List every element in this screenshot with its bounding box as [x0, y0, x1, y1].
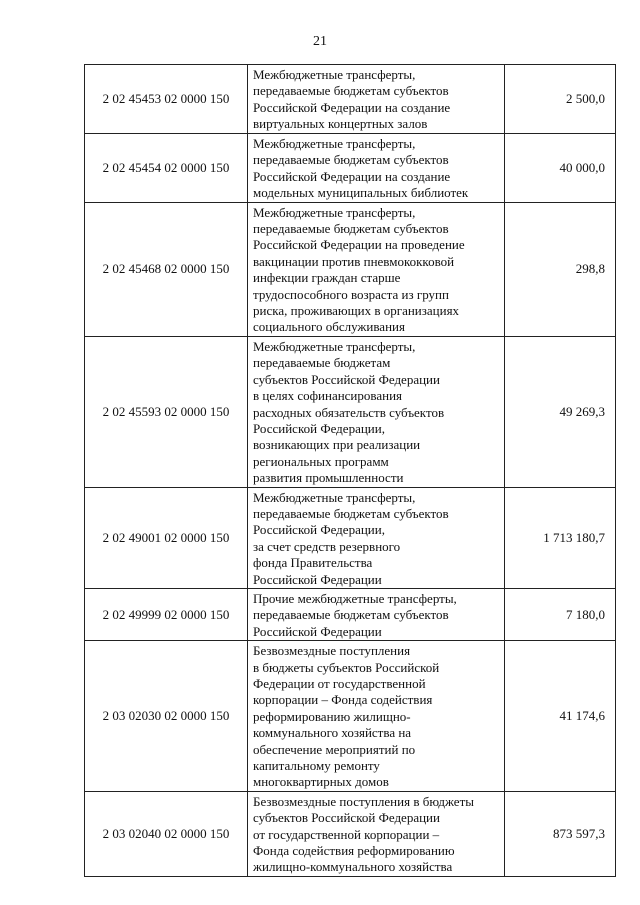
table-row [85, 791, 616, 876]
table-row [85, 336, 616, 487]
amount-cell: 40 000,0 [505, 134, 616, 203]
description-line: за счет средств резервного [253, 538, 401, 554]
budget-code-cell: 2 02 45593 02 0000 150 [85, 336, 248, 487]
description-line: инфекции граждан старше [253, 270, 401, 286]
description-line: многоквартирных домов [253, 774, 389, 790]
description-cell [248, 791, 505, 876]
description-line: корпорации – Фонда содействия [253, 692, 433, 708]
description-line: обеспечение мероприятий по [253, 741, 416, 757]
description-line: Российской Федерации на проведение [253, 237, 465, 253]
description-cell [248, 202, 505, 336]
description-cell [248, 487, 505, 588]
description-line: Межбюджетные трансферты, [253, 489, 416, 505]
description-line: Межбюджетные трансферты, [253, 67, 416, 82]
description-cell [248, 641, 505, 792]
description-line: в целях софинансирования [253, 388, 403, 404]
description-line: фонда Правительства [253, 555, 373, 571]
description-line: расходных обязательств субъектов [253, 404, 445, 420]
description-line: от государственной корпорации – [253, 826, 440, 842]
description-line: реформированию жилищно- [253, 708, 411, 724]
budget-code-cell: 2 02 49999 02 0000 150 [85, 588, 248, 640]
description-line: Межбюджетные трансферты, [253, 338, 416, 354]
budget-code-cell: 2 02 49001 02 0000 150 [85, 487, 248, 588]
amount-cell: 873 597,3 [505, 791, 616, 876]
table-row [85, 641, 616, 792]
description-line: Российской Федерации [253, 623, 382, 639]
description-line: трудоспособного возраста из групп [253, 286, 449, 302]
description-line: жилищно-коммунального хозяйства [253, 859, 453, 875]
table-row [85, 65, 616, 134]
description-line: риска, проживающих в организациях [253, 303, 460, 319]
description-cell [248, 134, 505, 203]
budget-revenue-table [84, 64, 616, 877]
budget-code-cell: 2 02 45468 02 0000 150 [85, 202, 248, 336]
description-line: Российской Федерации, [253, 420, 385, 436]
description-line: передаваемые бюджетам [253, 355, 391, 371]
description-line: Межбюджетные трансферты, [253, 136, 416, 151]
description-line: передаваемые бюджетам субъектов [253, 221, 449, 237]
description-line: Прочие межбюджетные трансферты, [253, 590, 457, 606]
description-line: коммунального хозяйства на [253, 725, 412, 741]
description-line: в бюджеты субъектов Российской [253, 659, 440, 675]
description-line: передаваемые бюджетам субъектов [253, 505, 449, 521]
description-line: социального обслуживания [253, 319, 405, 335]
description-cell [248, 65, 505, 134]
table-row [85, 202, 616, 336]
description-line: субъектов Российской Федерации [253, 810, 440, 826]
amount-cell: 2 500,0 [505, 65, 616, 134]
description-line: Межбюджетные трансферты, [253, 204, 416, 220]
table-row [85, 588, 616, 640]
description-line: передаваемые бюджетам субъектов [253, 607, 449, 623]
amount-cell: 1 713 180,7 [505, 487, 616, 588]
description-line: Федерации от государственной [253, 676, 426, 691]
description-line: Безвозмездные поступления [253, 643, 411, 659]
description-line: Российской Федерации [253, 571, 382, 587]
amount-cell: 49 269,3 [505, 336, 616, 487]
budget-code-cell: 2 02 45453 02 0000 150 [85, 65, 248, 134]
amount-cell: 41 174,6 [505, 641, 616, 792]
description-cell [248, 588, 505, 640]
description-line: капитальному ремонту [253, 758, 380, 774]
description-line: Безвозмездные поступления в бюджеты [253, 793, 474, 809]
table-row [85, 134, 616, 203]
amount-cell: 7 180,0 [505, 588, 616, 640]
description-line: виртуальных концертных залов [253, 116, 428, 132]
budget-code-cell: 2 03 02030 02 0000 150 [85, 641, 248, 792]
description-line: передаваемые бюджетам субъектов [253, 152, 449, 168]
budget-code-cell: 2 03 02040 02 0000 150 [85, 791, 248, 876]
description-line: модельных муниципальных библиотек [253, 185, 469, 201]
amount-cell: 298,8 [505, 202, 616, 336]
description-line: Российской Федерации на создание [253, 99, 451, 115]
description-line: вакцинации против пневмококковой [253, 253, 455, 269]
description-cell [248, 336, 505, 487]
description-line: региональных программ [253, 453, 389, 469]
table-body [85, 65, 616, 877]
description-line: передаваемые бюджетам субъектов [253, 83, 449, 99]
description-line: субъектов Российской Федерации [253, 371, 440, 387]
page-number: 21 [313, 34, 327, 49]
description-line: развития промышленности [253, 470, 404, 486]
description-line: Российской Федерации, [253, 522, 385, 538]
table-row [85, 487, 616, 588]
budget-code-cell: 2 02 45454 02 0000 150 [85, 134, 248, 203]
description-line: Российской Федерации на создание [253, 168, 451, 184]
description-line: Фонда содействия реформированию [253, 843, 455, 859]
description-line: возникающих при реализации [253, 437, 421, 453]
